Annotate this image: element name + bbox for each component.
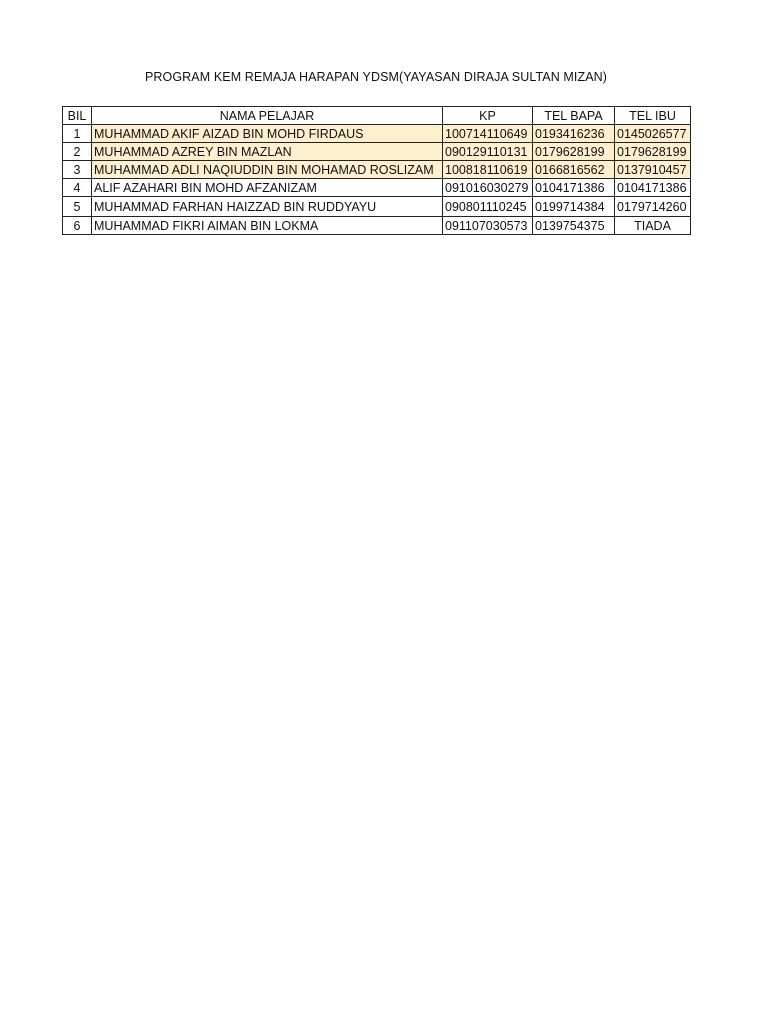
- table-row: [63, 125, 691, 143]
- header-tel-ibu: TEL IBU: [615, 107, 691, 125]
- cell-bil: 4: [63, 179, 92, 197]
- header-bil: BIL: [63, 107, 92, 125]
- cell-name: MUHAMMAD ADLI NAQIUDDIN BIN MOHAMAD ROSLIZAM: [92, 161, 443, 179]
- cell-tel-bapa: 0199714384: [533, 197, 615, 217]
- table-row: [63, 143, 691, 161]
- table-header-row: [63, 107, 691, 125]
- cell-name: MUHAMMAD AKIF AIZAD BIN MOHD FIRDAUS: [92, 125, 443, 143]
- cell-tel-bapa: 0104171386: [533, 179, 615, 197]
- cell-bil: 3: [63, 161, 92, 179]
- cell-tel-ibu: 0137910457: [615, 161, 691, 179]
- cell-kp: 091016030279: [443, 179, 533, 197]
- cell-kp: 100818110619: [443, 161, 533, 179]
- header-tel-bapa: TEL BAPA: [533, 107, 615, 125]
- cell-name: MUHAMMAD AZREY BIN MAZLAN: [92, 143, 443, 161]
- student-table: [62, 106, 691, 235]
- header-kp: KP: [443, 107, 533, 125]
- cell-tel-ibu: 0145026577: [615, 125, 691, 143]
- cell-tel-ibu: TIADA: [615, 217, 691, 235]
- cell-name: MUHAMMAD FIKRI AIMAN BIN LOKMA: [92, 217, 443, 235]
- cell-tel-ibu: 0104171386: [615, 179, 691, 197]
- table-row: [63, 179, 691, 197]
- cell-name: ALIF AZAHARI BIN MOHD AFZANIZAM: [92, 179, 443, 197]
- cell-bil: 5: [63, 197, 92, 217]
- cell-bil: 1: [63, 125, 92, 143]
- cell-kp: 100714110649: [443, 125, 533, 143]
- table-row: [63, 217, 691, 235]
- table-row: [63, 161, 691, 179]
- document-title: PROGRAM KEM REMAJA HARAPAN YDSM(YAYASAN DIRAJA SULTAN MIZAN): [144, 70, 608, 84]
- cell-tel-bapa: 0139754375: [533, 217, 615, 235]
- cell-bil: 6: [63, 217, 92, 235]
- cell-tel-ibu: 0179714260: [615, 197, 691, 217]
- table-row: [63, 197, 691, 217]
- cell-tel-ibu: 0179628199: [615, 143, 691, 161]
- cell-kp: 091107030573: [443, 217, 533, 235]
- cell-kp: 090129110131: [443, 143, 533, 161]
- cell-name: MUHAMMAD FARHAN HAIZZAD BIN RUDDYAYU: [92, 197, 443, 217]
- cell-tel-bapa: 0166816562: [533, 161, 615, 179]
- cell-tel-bapa: 0193416236: [533, 125, 615, 143]
- cell-kp: 090801110245: [443, 197, 533, 217]
- cell-bil: 2: [63, 143, 92, 161]
- header-name: NAMA PELAJAR: [92, 107, 443, 125]
- cell-tel-bapa: 0179628199: [533, 143, 615, 161]
